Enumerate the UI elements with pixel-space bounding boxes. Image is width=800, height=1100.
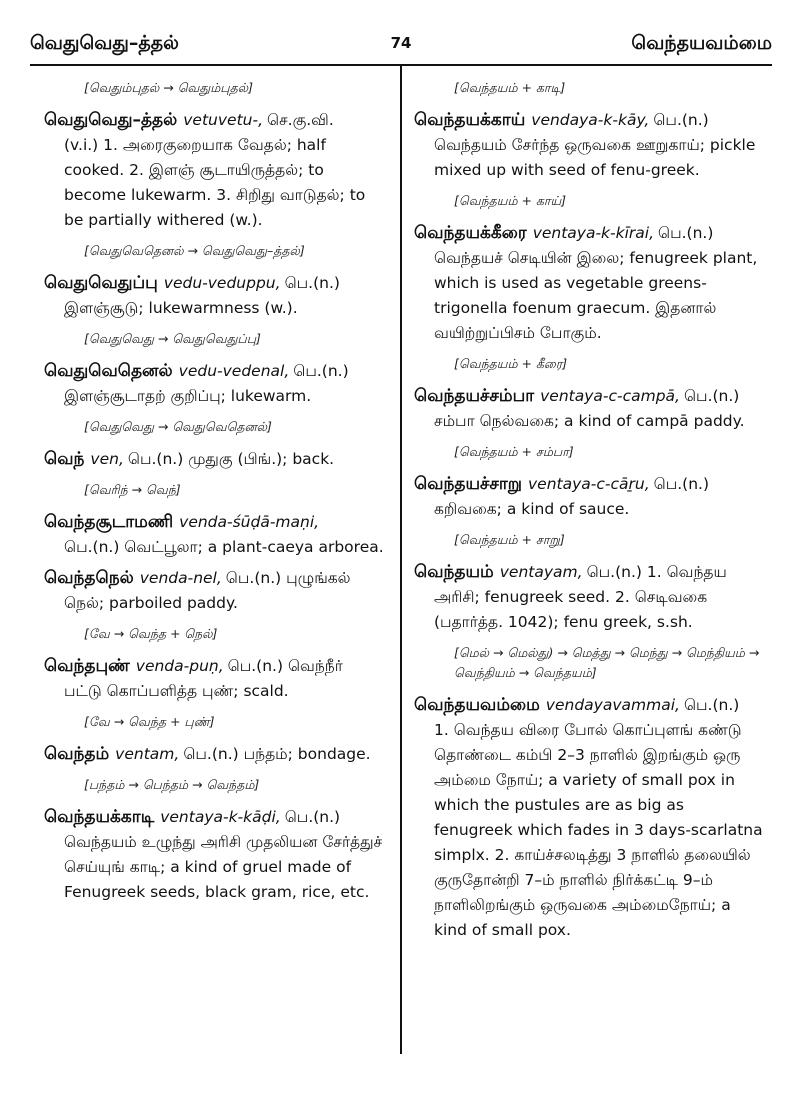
etymology-note: [வெந்தயம் + காடி] [454,80,566,95]
entry-first-line: பெ.(n.) முதுகு (பிங்.); back. [127,450,335,468]
page-number: 74 [390,34,412,52]
column-divider [400,64,402,1054]
entry-definition: இளஞ்சூடாதற் குறிப்பு; lukewarm. [64,387,312,405]
entry-headword: வெதுவெது–த்தல் [44,110,178,130]
dictionary-entry [44,359,389,409]
dictionary-entry [44,742,389,767]
entry-transliteration: ventam, [115,745,180,763]
entry-headword: வெந்தயச்சாறு [414,474,522,494]
etymology-note: [மெல் → மெல்து) → மெத்து → மெந்து → மெந்தியம் → வெந்தியம் → வெந்தயம்] [454,645,760,680]
dictionary-entry [414,384,764,434]
etymology-note: [வெந்தயம் + சம்பா] [454,444,574,459]
etymology-note: [வெரிந் → வெந்] [84,482,181,497]
header-left-guide-word: வெதுவெது–த்தல் [30,32,179,54]
entry-first-line: பெ.(n.) புழுங்கல் [225,569,351,587]
dictionary-entry [414,693,764,943]
dictionary-entry [44,805,389,905]
entry-definition: இளஞ்சூடு; lukewarmness (w.). [64,299,298,317]
entry-transliteration: ventaya-c-cāṟu, [527,475,650,493]
entry-headword: வெந்தயக்கீரை [414,223,527,243]
dictionary-entry [44,654,389,704]
entry-first-line: பெ.(n.) [683,696,740,714]
entry-transliteration: venda-śūḍā-maṇi, [179,513,320,531]
etymology-note: [வெதுவெது → வெதுவெதுப்பு] [84,331,261,346]
entry-headword: வெந்தயவம்மை [414,695,540,715]
entry-headword: வெதுவெதுப்பு [44,273,158,293]
entry-transliteration: ventaya-k-kāḍi, [160,808,281,826]
entry-transliteration: ventaya-k-kīrai, [532,224,655,242]
entry-first-line: பெ.(n.) [683,387,740,405]
entry-definition: 1. வெந்தய விரை போல் கொப்புளங் கண்டு தொண்டை கம்பி 2–3 நாளில் இறங்கும் ஒரு அம்மை நோய்; a variety of small pox in which the pustules are as big as fenugreek which fades in 3 days-scarlatna simplx. 2. காய்ச்சலடித்து 3 நாளில் தலையில் குருதோன்றி 7–ம் நாளில் நிர்க்கட்டி 9–ம் நாளிலிறங்கும் ஒருவகை அம்மைநோய்; a kind of small pox. [434,721,763,939]
entry-headword: வெந்தயக்காடி [44,807,155,827]
dictionary-entry [44,447,389,472]
entry-definition: வெந்தயச் செடியின் இலை; fenugreek plant, which is used as vegetable greens-trigonella foenum graecum. இதனால் வயிற்றுப்பிசம் போகும். [434,249,758,342]
etymology-note: [வெதுவெதெனல் → வெதுவெது–த்தல்] [84,243,305,258]
dictionary-entry [44,566,389,616]
dictionary-entry [44,108,389,233]
etymology-note: [வெந்தயம் + காய்] [454,193,567,208]
etymology-note: [வெதுவெது → வெதுவெதெனல்] [84,419,272,434]
entry-first-line: பெ.(n.) [653,475,709,493]
entry-headword: வெந் [44,449,85,469]
entry-transliteration: ventayam, [499,563,583,581]
entry-first-line: பெ.(n.) [658,224,714,242]
entry-first-line: பெ.(n.) பந்தம்; bondage. [183,745,371,763]
entry-first-line: பெ.(n.) 1. வெந்தய [586,563,727,581]
entry-transliteration: vedu-vedenal, [178,362,290,380]
entry-headword: வெந்தசூடாமணி [44,512,174,532]
header-right-guide-word: வெந்தயவம்மை [631,32,772,54]
etymology-note: [வே → வெந்த + நெல்] [84,626,218,641]
entry-definition: அரிசி; fenugreek seed. 2. செடிவகை (பதார்த்த. 1042); fenu greek, s.sh. [434,588,708,631]
entry-first-line: செ.கு.வி. [267,111,334,129]
entry-transliteration: vetuvetu-, [183,111,263,129]
entry-definition: (v.i.) 1. அரைகுறையாக வேதல்; half cooked. 2. இளஞ் சூடாயிருத்தல்; to become lukewarm. 3. சிறிது வாடுதல்; to be partially withered (w.). [64,136,366,229]
entry-headword: வெந்தயச்சம்பா [414,386,535,406]
entry-transliteration: vendayavammai, [545,696,680,714]
etymology-note: [வெந்தயம் + சாறு] [454,532,565,547]
entry-first-line: பெ.(n.) வெந்நீர் [227,657,343,675]
entry-transliteration: ventaya-c-campā, [540,387,680,405]
entry-first-line: பெ.(n.) [293,362,349,380]
left-column [44,70,389,911]
entry-first-line: பெ.(n.) [284,274,340,292]
entry-first-line: பெ.(n.) [653,111,709,129]
dictionary-entry [44,271,389,321]
entry-definition: பட்டு கொப்பளித்த புண்; scald. [64,682,289,700]
entry-definition: பெ.(n.) வெட்பூலா; a plant-caeya arborea. [64,538,384,556]
entry-definition: சம்பா நெல்வகை; a kind of campā paddy. [434,412,745,430]
entry-transliteration: vedu-veduppu, [163,274,281,292]
dictionary-entry [44,510,389,560]
entry-headword: வெந்தம் [44,744,110,764]
right-column [414,70,764,949]
entry-headword: வெந்தயக்காய் [414,110,526,130]
dictionary-entry [414,108,764,183]
dictionary-entry [414,560,764,635]
entry-definition: கறிவகை; a kind of sauce. [434,500,630,518]
entry-definition: வெந்தயம் உழுந்து அரிசி முதலியன சேர்த்துச் செய்யுங் காடி; a kind of gruel made of Fenugreek seeds, black gram, rice, etc. [64,833,383,901]
entry-transliteration: ven, [90,450,124,468]
entry-transliteration: venda-nel, [139,569,222,587]
entry-transliteration: venda-puṇ, [135,657,224,675]
entry-definition: நெல்; parboiled paddy. [64,594,238,612]
etymology-note: [வெந்தயம் + கீரை] [454,356,568,371]
etymology-note: [பந்தம் → பெந்தம் → வெந்தம்] [84,777,260,792]
entry-definition: வெந்தயம் சேர்ந்த ஒருவகை ஊறுகாய்; pickle mixed up with seed of fenu-greek. [434,136,756,179]
entry-headword: வெந்தயம் [414,562,494,582]
entry-headword: வெந்தபுண் [44,656,130,676]
entry-headword: வெந்தநெல் [44,568,134,588]
entry-first-line: பெ.(n.) [284,808,341,826]
entry-headword: வெதுவெதெனல் [44,361,173,381]
etymology-note: [வெதும்புதல் → வெதும்புதல்] [84,80,253,95]
page-header [30,30,772,60]
etymology-note: [வே → வெந்த + புண்] [84,714,215,729]
dictionary-entry [414,472,764,522]
entry-transliteration: vendaya-k-kāy, [531,111,650,129]
dictionary-entry [414,221,764,346]
